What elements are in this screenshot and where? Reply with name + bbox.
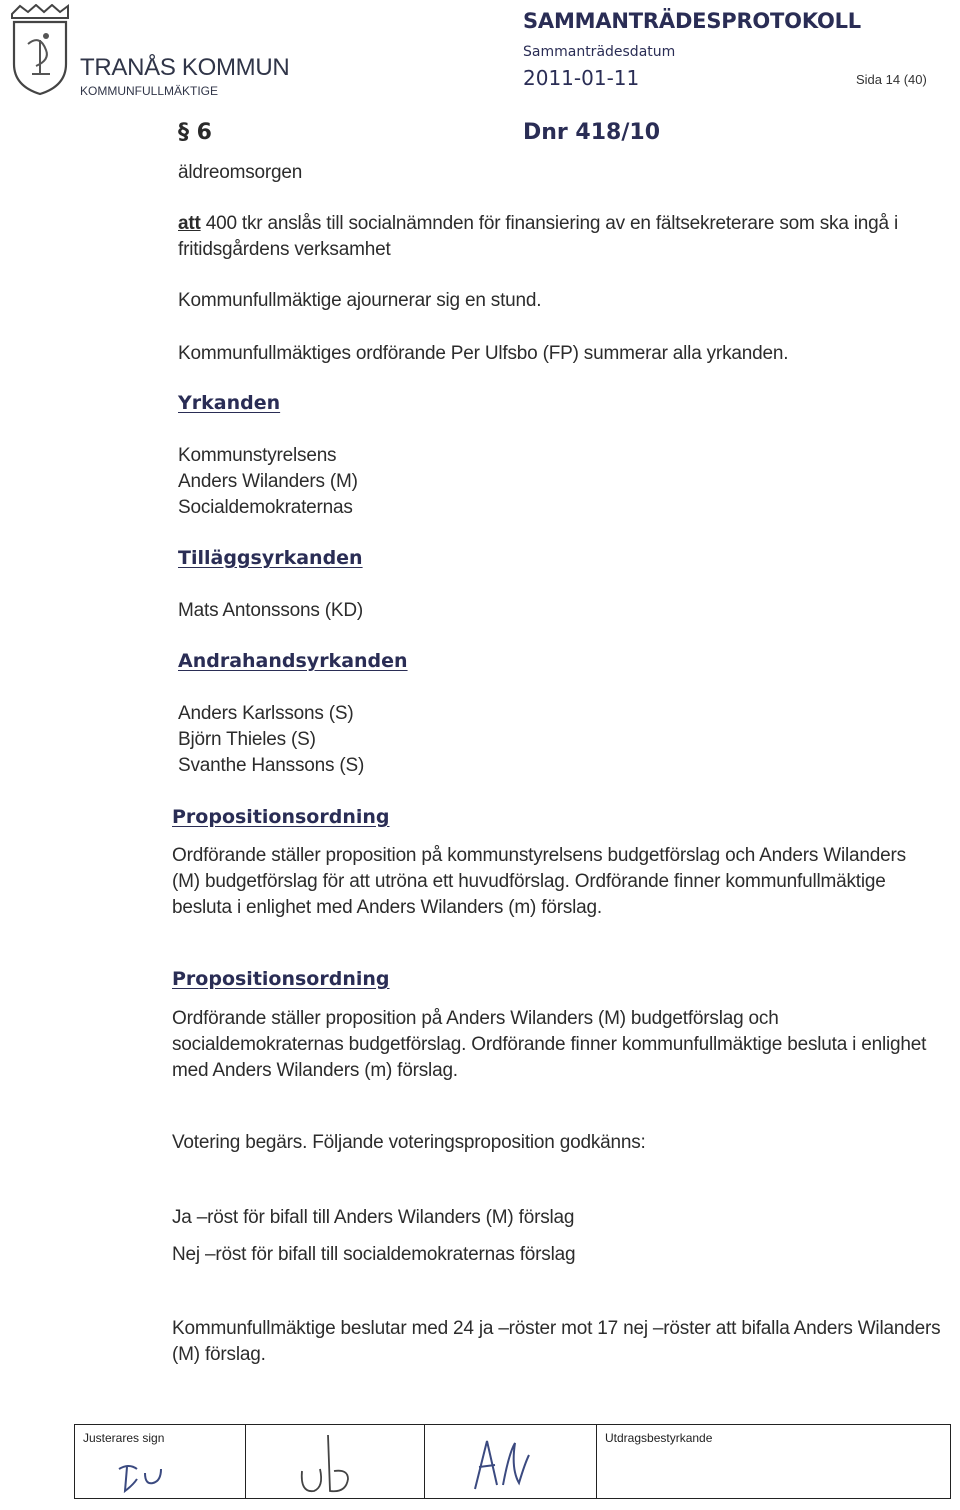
page-number: Sida 14 (40) (856, 72, 927, 87)
proposition-paragraph-2 (172, 1006, 942, 1084)
list-item: Anders Karlssons (S) (178, 703, 354, 724)
tillagg-heading: Tilläggsyrkanden (178, 547, 363, 569)
proposition-heading-1: Propositionsordning (172, 806, 390, 828)
utdrag-label: Utdragsbestyrkande (605, 1431, 713, 1445)
org-name: TRANÅS KOMMUN (80, 54, 290, 81)
paragraph-line: Ordförande ställer proposition på kommunstyrelsens budgetförslag och Anders Wilanders (172, 845, 906, 866)
list-item: Mats Antonssons (KD) (178, 600, 364, 621)
att-keyword: att (178, 213, 201, 234)
att-clause (178, 211, 938, 263)
signature-divider (245, 1425, 246, 1498)
list-item: Svanthe Hanssons (S) (178, 755, 365, 776)
paragraph-line: (M) budgetförslag för att utröna ett huvudförslag. Ordförande finner kommunfullmäktige (172, 871, 886, 892)
andrahand-list (178, 701, 364, 779)
date-label: Sammanträdesdatum (523, 44, 676, 60)
handwritten-signature (290, 1431, 360, 1499)
crest-icon (6, 4, 74, 96)
handwritten-signature (469, 1433, 549, 1493)
att-text-line-2: fritidsgårdens verksamhet (178, 239, 391, 260)
paragraph-number: § 6 (178, 120, 212, 145)
justerares-label: Justerares sign (83, 1431, 165, 1445)
meeting-date: 2011-01-11 (523, 66, 640, 90)
org-sub: KOMMUNFULLMÄKTIGE (80, 84, 219, 98)
votering-paragraph: Votering begärs. Följande voteringsproposition godkänns: (172, 1132, 646, 1153)
att-text-line-1: 400 tkr anslås till socialnämnden för finansiering av en fältsekreterare som ska ingå i (200, 213, 898, 234)
tillagg-list (178, 598, 363, 624)
subject-line: äldreomsorgen (178, 162, 303, 183)
handwritten-signature (115, 1451, 175, 1497)
paragraph-line: Ordförande ställer proposition på Anders Wilanders (M) budgetförslag och (172, 1008, 779, 1029)
paragraph-line: Kommunfullmäktige beslutar med 24 ja –röster mot 17 nej –röster att bifalla Anders Wilanders (172, 1318, 941, 1339)
list-item: Björn Thieles (S) (178, 729, 316, 750)
paragraph-line: (M) förslag. (172, 1344, 266, 1365)
diary-number: Dnr 418/10 (523, 120, 661, 145)
yrkanden-heading: Yrkanden (178, 392, 281, 414)
andrahand-heading: Andrahandsyrkanden (178, 650, 408, 672)
proposition-heading-2: Propositionsordning (172, 968, 390, 990)
paragraph-line: med Anders Wilanders (m) förslag. (172, 1060, 458, 1081)
paragraph-line: socialdemokraternas budgetförslag. Ordförande finner kommunfullmäktige besluta i enlighet (172, 1034, 927, 1055)
list-item: Kommunstyrelsens (178, 445, 337, 466)
municipal-crest (6, 4, 74, 96)
signature-table (74, 1424, 951, 1499)
paragraph-line: besluta i enlighet med Anders Wilanders (m) förslag. (172, 897, 602, 918)
nej-proposition: Nej –röst för bifall till socialdemokraternas förslag (172, 1244, 576, 1265)
signature-divider (596, 1425, 597, 1498)
list-item: Anders Wilanders (M) (178, 471, 358, 492)
beslut-paragraph (172, 1316, 952, 1368)
document-title: SAMMANTRÄDESPROTOKOLL (523, 9, 861, 33)
proposition-paragraph-1 (172, 843, 942, 921)
summary-paragraph: Kommunfullmäktiges ordförande Per Ulfsbo (FP) summerar alla yrkanden. (178, 343, 789, 364)
yrkanden-list (178, 443, 358, 521)
adjourn-paragraph: Kommunfullmäktige ajournerar sig en stund. (178, 290, 542, 311)
ja-proposition: Ja –röst för bifall till Anders Wilanders (M) förslag (172, 1207, 575, 1228)
list-item: Socialdemokraternas (178, 497, 353, 518)
signature-divider (424, 1425, 425, 1498)
